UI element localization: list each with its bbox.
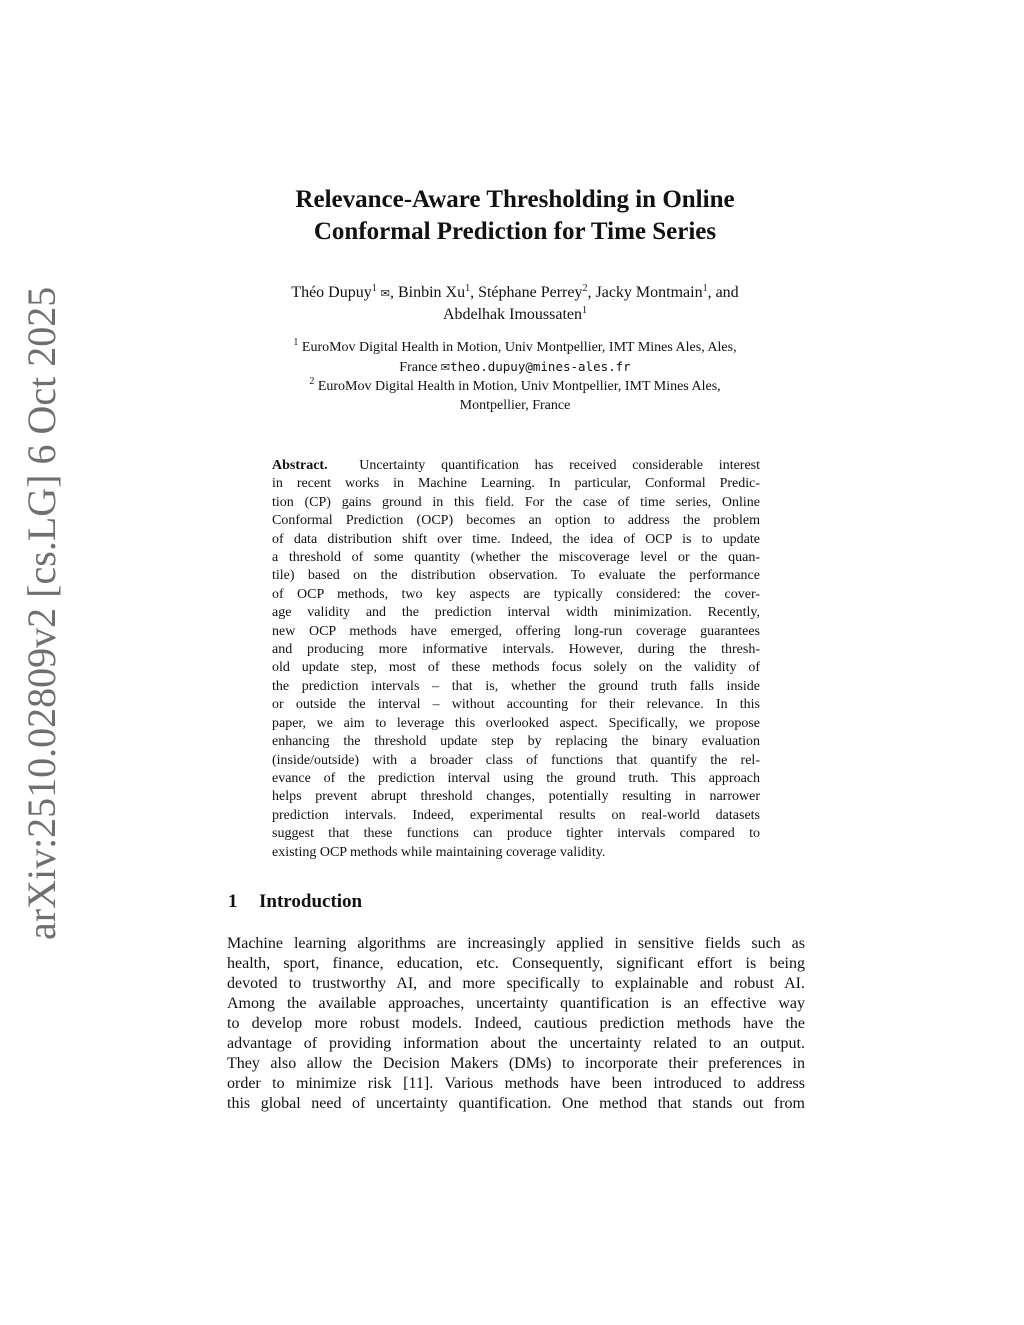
abstract [272,457,760,862]
author-name: Théo Dupuy [291,284,372,301]
author-name: , Stéphane Perrey [470,284,583,301]
body-line: order to minimize risk [11]. Various methods have been introduced to address [227,1074,805,1092]
paper-title [200,184,830,248]
abstract-line: Conformal Prediction (OCP) becomes an option to address the problem [272,513,760,529]
abstract-line: age validity and the prediction interval width minimization. Recently, [272,605,760,621]
abstract-line: of OCP methods, two key aspects are typically considered: the cover- [272,586,760,602]
author-affiliation-mark: 1 [465,283,471,294]
body-line: They also allow the Decision Makers (DMs) to incorporate their preferences in [227,1054,805,1072]
affiliation-text: France [399,360,441,375]
affiliation-text: Montpellier, France [459,398,571,413]
abstract-label: Abstract. [272,458,328,473]
author-conjunction: , and [707,284,739,301]
introduction-paragraph [227,934,805,1114]
affiliation-text: EuroMov Digital Health in Motion, Univ Montpellier, IMT Mines Ales, [317,379,721,394]
affiliation-2-line-1 [230,377,800,396]
body-line: Among the available approaches, uncertainty quantification is an effective way [227,994,805,1012]
affiliation-1-line-1 [230,338,800,357]
abstract-line: helps prevent abrupt threshold changes, potentially resulting in narrower [272,789,760,805]
affiliation-text: EuroMov Digital Health in Motion, Univ Montpellier, IMT Mines Ales, Ales, [301,340,737,355]
body-line: devoted to trustworthy AI, and more specifically to explainable and robust AI. [227,974,805,992]
envelope-icon: ✉ [380,287,390,300]
arxiv-identifier-stamp: arXiv:2510.02809v2 [cs.LG] 6 Oct 2025 [19,286,64,940]
section-number: 1 [228,891,238,912]
body-line: to develop more robust models. Indeed, cautious prediction methods have the [227,1014,805,1032]
title-line-2: Conformal Prediction for Time Series [313,218,717,245]
abstract-line: of data distribution shift over time. Indeed, the idea of OCP is to update [272,531,760,547]
abstract-line: suggest that these functions can produce tighter intervals compared to [272,826,760,842]
abstract-line: prediction intervals. Indeed, experimental results on real-world datasets [272,807,760,823]
envelope-icon: ✉ [440,361,451,374]
abstract-line: (inside/outside) with a broader class of functions that quantify the rel- [272,752,760,768]
abstract-line: paper, we aim to leverage this overlooked aspect. Specifically, we propose [272,715,760,731]
affiliation-2-line-2 [230,396,800,415]
affiliations [230,338,800,415]
title-line-1: Relevance-Aware Thresholding in Online [295,186,735,213]
section-title: Introduction [259,891,363,912]
body-line: Machine learning algorithms are increasingly applied in sensitive fields such as [227,935,805,952]
abstract-line: Abstract. Uncertainty quantification has received considerable interest [272,458,761,473]
author-name: , Jacky Montmain [587,284,703,301]
abstract-line: the prediction intervals – that is, whether the ground truth falls inside [272,678,760,694]
abstract-line: or outside the interval – without accounting for their relevance. In this [272,697,760,713]
abstract-line: existing OCP methods while maintaining coverage validity. [272,844,606,860]
affiliation-number: 1 [293,337,299,348]
author-affiliation-mark: 1 [371,283,377,294]
author-affiliation-mark: 1 [582,305,588,316]
abstract-line: a threshold of some quantity (whether the miscoverage level or the quan- [272,550,760,566]
abstract-line: tile) based on the distribution observation. To evaluate the performance [272,568,760,584]
author-name: , Binbin Xu [389,284,466,301]
author-name: Abdelhak Imoussaten [442,306,583,323]
abstract-line: evance of the prediction interval using the ground truth. This approach [272,770,760,786]
body-line: health, sport, finance, education, etc. Consequently, significant effort is being [227,954,805,972]
abstract-line: and producing more informative intervals. However, during the thresh- [272,642,760,658]
author-list [200,282,830,325]
affiliation-number: 2 [309,376,315,387]
body-line: this global need of uncertainty quantification. One method that stands out from [227,1094,805,1112]
email-link[interactable]: theo.dupuy@mines-ales.fr [450,359,631,374]
abstract-line: in recent works in Machine Learning. In particular, Conformal Predic- [272,476,760,492]
author-affiliation-mark: 2 [582,283,588,294]
body-line: advantage of providing information about the uncertainty related to an output. [227,1034,805,1052]
affiliation-1-line-2 [230,357,800,377]
author-line-2 [200,304,830,325]
author-affiliation-mark: 1 [702,283,708,294]
abstract-line: old update step, most of these methods focus solely on the validity of [272,660,760,676]
abstract-line: new OCP methods have emerged, offering long-run coverage guarantees [272,623,760,639]
abstract-line: tion (CP) gains ground in this field. For the case of time series, Online [272,494,760,510]
abstract-line: enhancing the threshold update step by replacing the binary evaluation [272,734,760,750]
author-line-1 [200,282,830,304]
section-heading-introduction [228,891,362,913]
